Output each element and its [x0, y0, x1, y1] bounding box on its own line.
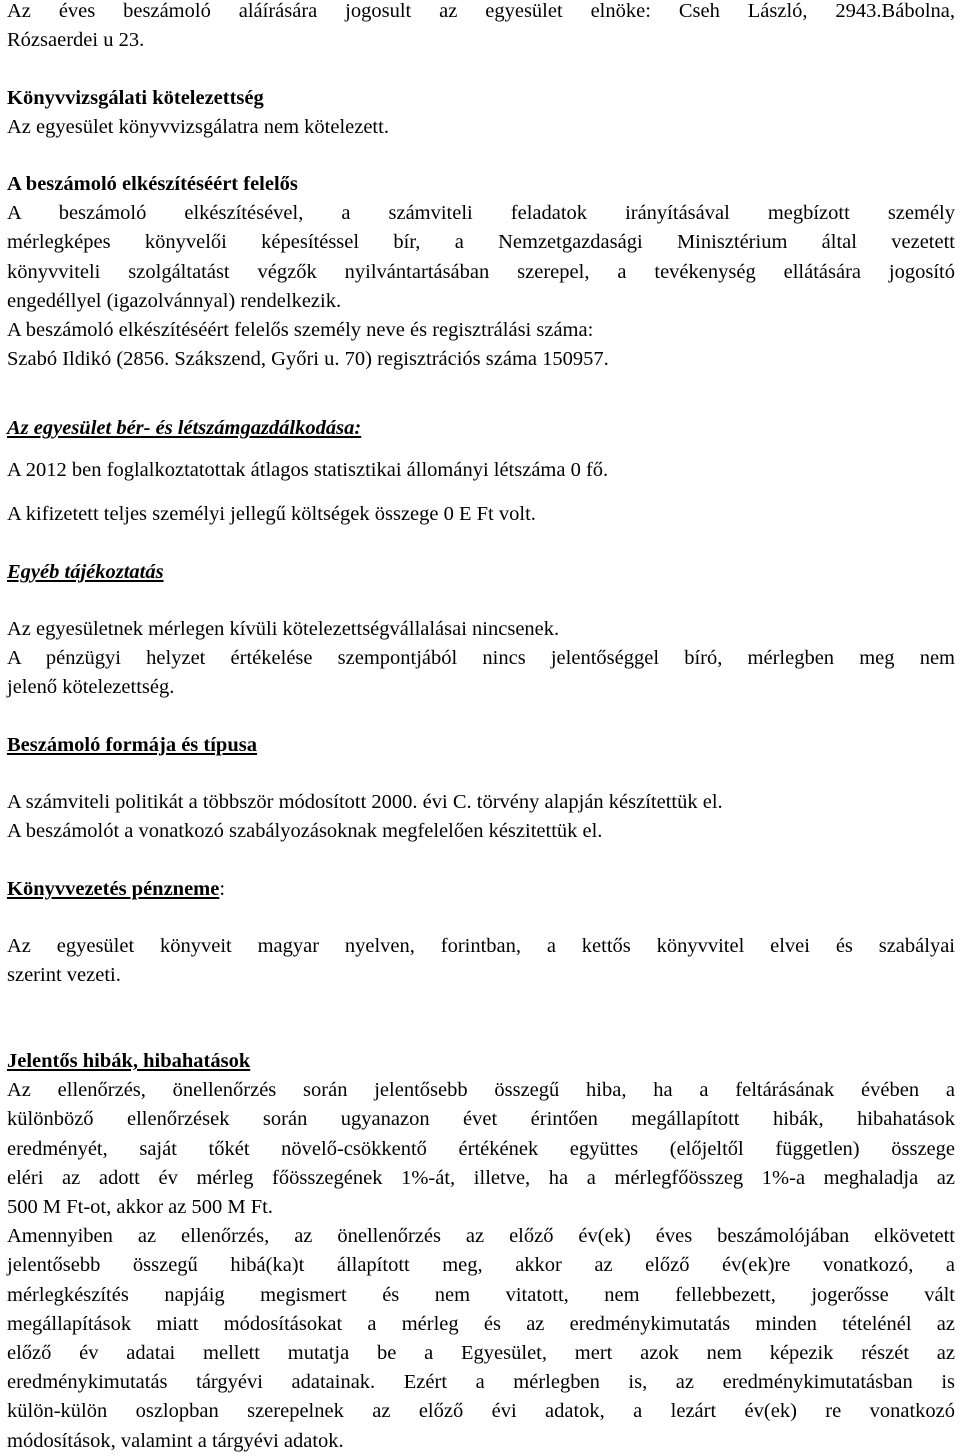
audit-section — [7, 84, 955, 142]
report-form-heading: Beszámoló formája és típusa — [7, 734, 257, 756]
errors-p1-line-3: eredményét, saját tőkét növelő-csökkentő értékének együttes (előjeltől független) összege — [7, 1137, 955, 1160]
other-info-line-1: Az egyesületnek mérlegen kívüli kötelezettségvállalásai nincsenek. — [7, 618, 560, 640]
preparer-line-2: mérlegképes könyvelői képesítéssel bír, a Nemzetgazdasági Minisztérium által vezetett — [7, 231, 955, 254]
wages-body — [7, 456, 955, 485]
report-form-body — [7, 788, 955, 846]
wages-section — [7, 414, 955, 443]
report-form-section — [7, 731, 955, 760]
wages-line-1: A 2012 ben foglalkoztatottak átlagos statisztikai állományi létszáma 0 fő. — [7, 459, 609, 481]
errors-p1-line-4: eléri az adott év mérleg főösszegének 1%-át, illetve, ha a mérlegfőösszeg 1%-a meghaladja az — [7, 1166, 955, 1189]
report-form-line-2: A beszámolót a vonatkozó szabályozásoknak megfelelően készitettük el. — [7, 820, 603, 843]
other-info-section — [7, 558, 955, 587]
errors-p2-line-2: jelentősebb összegű hibá(ka)t állapított meg, akkor az előző év(ek)re vonatkozó, a — [7, 1254, 955, 1277]
currency-line-1: Az egyesület könyveit magyar nyelven, forintban, a kettős könyvvitel elvei és szabályai — [7, 935, 955, 957]
preparer-name-value: Szabó Ildikó (2856. Szákszend, Győri u. 70) regisztrációs száma 150957. — [7, 348, 609, 371]
preparer-line-1: A beszámoló elkészítésével, a számviteli feladatok irányításával megbízott személy — [7, 202, 955, 225]
wages-heading: Az egyesület bér- és létszámgazdálkodása: — [7, 417, 362, 439]
errors-heading: Jelentős hibák, hibahatások — [7, 1050, 251, 1072]
currency-heading: Könyvvezetés pénzneme — [7, 878, 220, 900]
errors-p1-line-5: 500 M Ft-ot, akkor az 500 M Ft. — [7, 1196, 273, 1219]
errors-p1-line-1: Az ellenőrzés, önellenőrzés során jelentősebb összegű hiba, ha a feltárásának évében a — [7, 1079, 955, 1102]
errors-p2-line-5: előző év adatai mellett mutatja be a Egyesület, mert azok nem képezik részét az — [7, 1342, 955, 1365]
preparer-name-intro: A beszámoló elkészítéséért felelős személy neve és regisztrálási száma: — [7, 319, 594, 342]
currency-line-2: szerint vezeti. — [7, 964, 121, 987]
preparer-heading: A beszámoló elkészítéséért felelős — [7, 173, 298, 195]
other-info-line-2a: A pénzügyi helyzet értékelése szempontjából nincs jelentőséggel bíró, mérlegben meg nem — [7, 647, 955, 670]
currency-section — [7, 875, 955, 904]
currency-body — [7, 932, 955, 990]
signatory-line-2: Rózsaerdei u 23. — [7, 29, 145, 52]
errors-p2-line-4: megállapítások miatt módosításokat a mérleg és az eredménykimutatás minden tételénél az — [7, 1312, 955, 1335]
report-form-line-1: A számviteli politikát a többször módosított 2000. évi C. törvény alapján készítettük el. — [7, 791, 723, 813]
errors-p1-line-2: különböző ellenőrzések során ugyanazon évet érintően megállapított hibák, hibahatások — [7, 1108, 955, 1131]
currency-heading-line — [7, 875, 955, 904]
audit-text: Az egyesület könyvvizsgálatra nem kötelezett. — [7, 116, 389, 139]
errors-p2-line-1: Amennyiben az ellenőrzés, az önellenőrzés az előző év(ek) éves beszámolójában elkövetett — [7, 1225, 955, 1248]
preparer-section — [7, 170, 955, 374]
preparer-line-3: könyvviteli szolgáltatást végzők nyilvántartásában szerepel, a tevékenység ellátására jogosító — [7, 260, 955, 283]
signatory-line-1: Az éves beszámoló aláírására jogosult az egyesület elnöke: Cseh László, 2943.Bábolna, — [7, 0, 955, 22]
errors-p2-line-3: mérlegkészítés napjáig megismert és nem vitatott, nem fellebbezett, jogerősse vált — [7, 1283, 955, 1306]
currency-heading-suffix: : — [219, 878, 226, 900]
errors-p2-line-7: külön-külön oszlopban szerepelnek az előző évi adatok, a lezárt év(ek) re vonatkozó — [7, 1400, 955, 1423]
other-info-heading: Egyéb tájékoztatás — [7, 561, 164, 583]
preparer-line-4: engedéllyel (igazolvánnyal) rendelkezik. — [7, 289, 342, 312]
errors-section — [7, 1047, 955, 1456]
other-info-line-2b: jelenő kötelezettség. — [7, 676, 175, 699]
audit-heading: Könyvvizsgálati kötelezettség — [7, 87, 264, 109]
errors-p2-line-8: módosítások, valamint a tárgyévi adatok. — [7, 1429, 344, 1452]
errors-p2-line-6: eredménykimutatás tárgyévi adatainak. Ezért a mérlegben is, az eredménykimutatásban is — [7, 1371, 955, 1394]
signatory-section — [7, 0, 955, 55]
wages-line-2: A kifizetett teljes személyi jellegű költségek összege 0 E Ft volt. — [7, 503, 536, 525]
other-info-body — [7, 615, 955, 703]
wages-body-2 — [7, 500, 955, 529]
